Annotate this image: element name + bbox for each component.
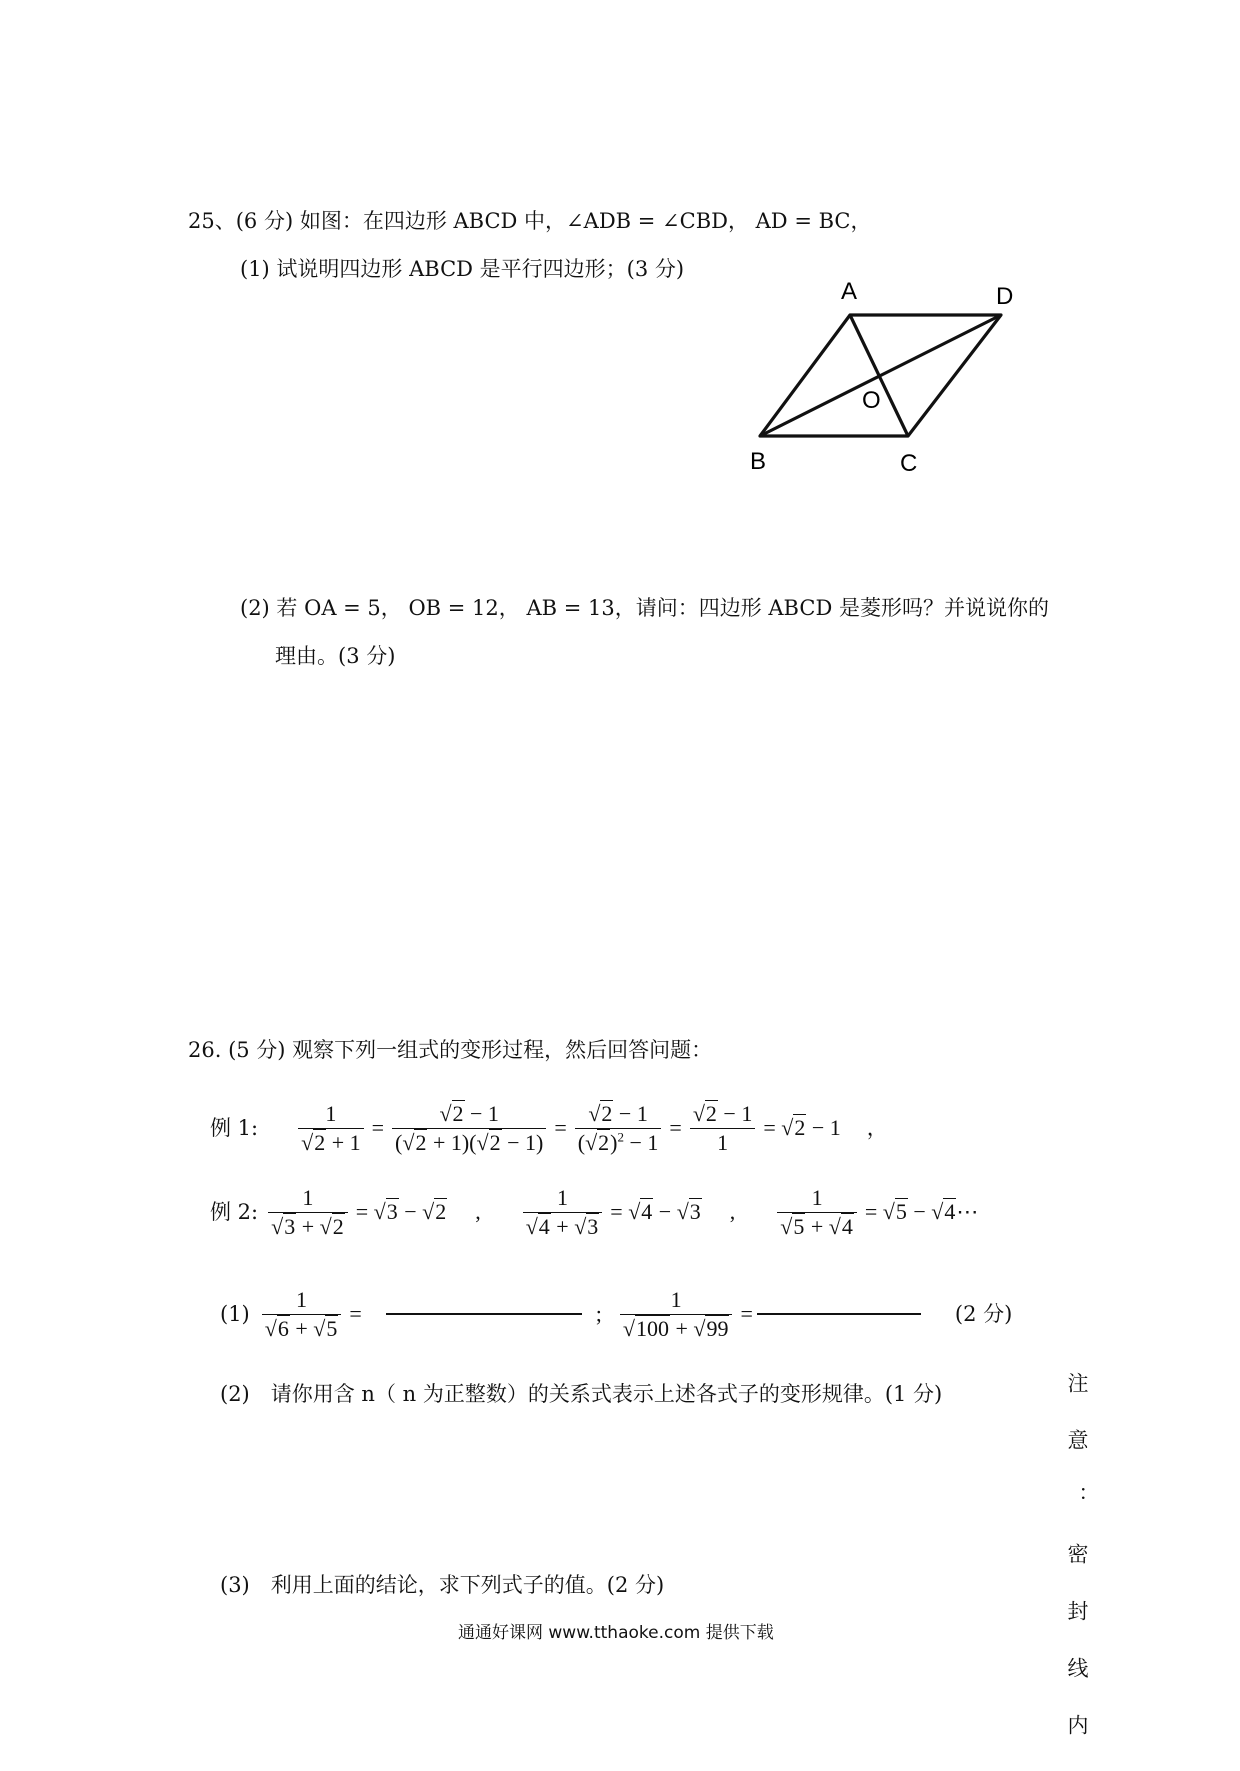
example-1-label: 例 1: <box>210 1115 259 1140</box>
fraction: $\frac{1}{√5 + √4}$ <box>777 1184 857 1240</box>
center-o-label: O <box>862 387 881 414</box>
example-2: 例 2: $\frac{1}{√3 + √2}$ = √3 − √2 , $\frac{1}{√4 + √3}$ = √4 − √3 , $\frac{1}{√5 + √4}$ = √5 − √4⋯ <box>210 1185 979 1239</box>
q25-header: 25、(6 分) 如图：在四边形 ABCD 中，∠ADB = ∠CBD， AD = BC， <box>188 209 872 233</box>
q26-part1-label: (1) <box>220 1301 250 1326</box>
q25-part2-line1: (2) 若 OA = 5， OB = 12， AB = 13，请问：四边形 ABCD 是菱形吗？并说说你的 <box>240 596 1049 620</box>
footer-credit: 通通好课网 www.tthaoke.com 提供下载 <box>458 1623 774 1643</box>
q26-part3: (3) 利用上面的结论，求下列式子的值。(2 分) <box>220 1573 665 1597</box>
fraction: $\frac{1}{√100 + √99}$ <box>620 1286 733 1342</box>
vertex-c-label: C <box>900 450 918 477</box>
q26-part2: (2) 请你用含 n（ n 为正整数）的关系式表示上述各式子的变形规律。(1 分) <box>220 1382 943 1406</box>
answer-blank-2[interactable] <box>757 1313 921 1315</box>
parallelogram-figure <box>740 270 1030 480</box>
fraction: $\frac{1}{√6 + √5}$ <box>262 1286 342 1342</box>
fraction: $\frac{1}{√4 + √3}$ <box>523 1184 603 1240</box>
seal-line-note: 注意：密封线内 <box>1065 1372 1089 1771</box>
q26-part1-points: (2 分) <box>954 1301 1013 1326</box>
example-2-label: 例 2: <box>210 1199 259 1224</box>
q25-part2-line2: 理由。(3 分) <box>275 644 396 668</box>
q26-part1: (1) $\frac{1}{√6 + √5}$ = ; $\frac{1}{√100 + √99}$ = (2 分) <box>220 1287 1013 1341</box>
fraction: $\frac{1}{√2 + 1}$ <box>298 1100 364 1156</box>
answer-blank-1[interactable] <box>386 1313 582 1315</box>
fraction: $\frac{√2 - 1}{1}$ <box>690 1100 756 1156</box>
vertex-d-label: D <box>996 283 1014 310</box>
q25-part1: (1) 试说明四边形 ABCD 是平行四边形；(3 分) <box>240 257 685 281</box>
vertex-b-label: B <box>750 448 767 475</box>
fraction: $\frac{1}{√3 + √2}$ <box>268 1184 348 1240</box>
diagonal-bd <box>760 315 1001 436</box>
fraction: $\frac{√2 - 1}{(√2)^2 - 1}$ <box>575 1100 662 1156</box>
example-1-tail: ， <box>866 1115 888 1140</box>
fraction: $\frac{√2 - 1}{(√2 + 1)(√2 - 1)}$ <box>392 1100 546 1156</box>
vertex-a-label: A <box>841 278 858 305</box>
example-1: 例 1: $\frac{1}{√2 + 1}$ = $\frac{√2 - 1}{(√2 + 1)(√2 - 1)}$ = $\frac{√2 - 1}{(√2)^2 - 1}$ = $\frac{√2 - 1}{1}$ = √2 − 1 ， <box>210 1101 888 1155</box>
q26-header: 26. (5 分) 观察下列一组式的变形过程，然后回答问题： <box>188 1038 713 1062</box>
